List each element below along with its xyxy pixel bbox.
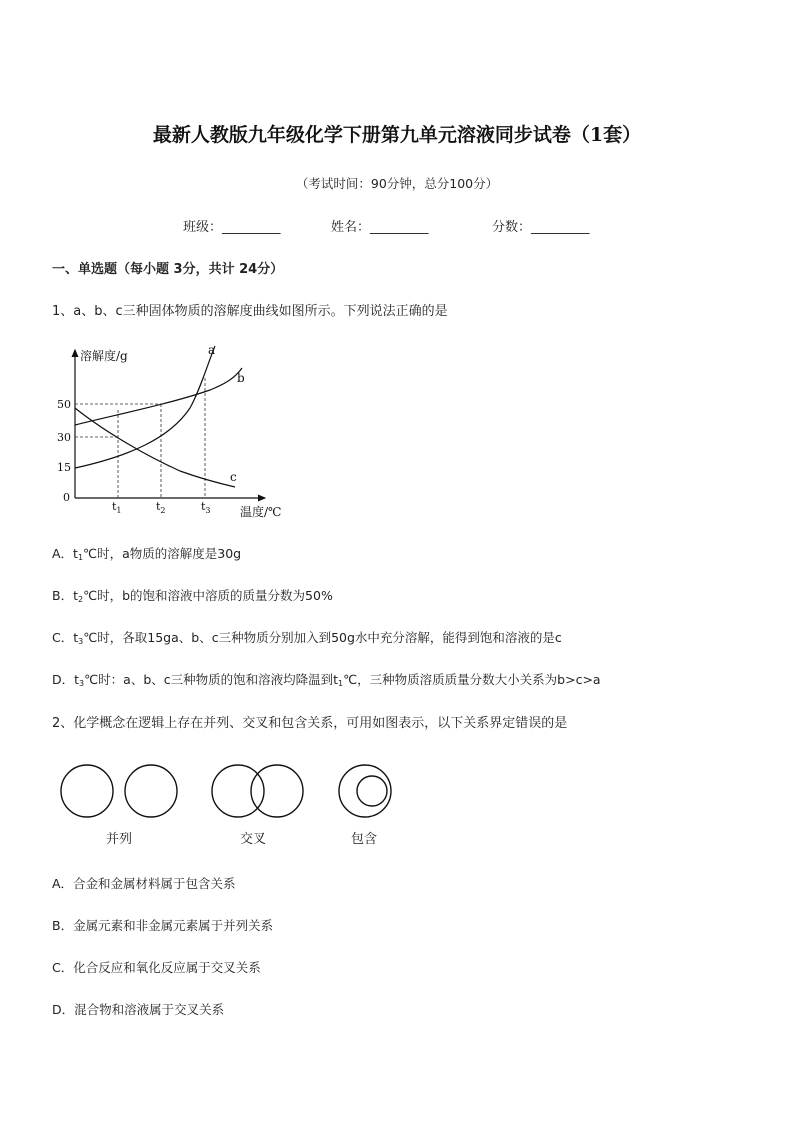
question-2-option-d[interactable]: D．混合物和溶液属于交叉关系: [52, 1002, 225, 1017]
class-blank[interactable]: _________: [222, 220, 281, 235]
y-tick-30: 30: [57, 431, 71, 444]
parallel-circle-right: [125, 765, 177, 817]
y-tick-15: 15: [57, 461, 71, 474]
contain-circle-outer: [339, 765, 391, 817]
y-tick-50: 50: [57, 398, 71, 411]
curve-a: [75, 346, 215, 468]
x-tick-t3: $t_3$: [201, 500, 211, 515]
question-1-stem: 1、a、b、c三种固体物质的溶解度曲线如图所示。下列说法正确的是: [52, 304, 448, 319]
cross-circle-right: [251, 765, 303, 817]
name-blank[interactable]: _________: [370, 220, 429, 235]
venn-diagrams: [55, 760, 400, 824]
score-label: 分数：: [492, 220, 532, 235]
question-1-option-c[interactable]: C．$t_3℃$时，各取15ga、b、c三种物质分别加入到50g水中充分溶解，能得到饱和溶液的是c: [52, 630, 562, 646]
score-field: [492, 216, 590, 235]
class-field: [183, 216, 281, 235]
exam-info: （考试时间：90分钟，总分100分）: [295, 176, 499, 191]
question-2-stem: 2、化学概念在逻辑上存在并列、交叉和包含关系，可用如图表示，以下关系界定错误的是: [52, 716, 568, 731]
curve-c: [75, 408, 235, 487]
x-tick-t2: $t_2$: [156, 500, 166, 515]
question-2-option-b[interactable]: B．金属元素和非金属元素属于并列关系: [52, 918, 274, 933]
name-label: 姓名：: [331, 220, 371, 235]
parallel-circle-left: [61, 765, 113, 817]
venn-label-cross: 交叉: [240, 832, 267, 847]
y-tick-0: 0: [63, 491, 70, 504]
name-field: [331, 216, 429, 235]
question-2-option-c[interactable]: C．化合反应和氧化反应属于交叉关系: [52, 960, 261, 975]
class-label: 班级：: [183, 220, 223, 235]
cross-circle-left: [212, 765, 264, 817]
solubility-chart: [50, 338, 300, 523]
y-axis-label: 溶解度/g: [80, 349, 128, 363]
curve-b: [75, 368, 242, 425]
page-title: 最新人教版九年级化学下册第九单元溶液同步试卷（1套）: [152, 124, 642, 146]
venn-label-contain: 包含: [351, 832, 378, 847]
question-1-option-b[interactable]: B．$t_2℃$时，b的饱和溶液中溶质的质量分数为50%: [52, 588, 333, 604]
score-blank[interactable]: _________: [531, 220, 590, 235]
section-heading: 一、单选题（每小题 3分，共计 24分）: [52, 262, 284, 277]
curve-b-label: b: [237, 371, 245, 385]
question-1-option-a[interactable]: A．$t_1℃$时，a物质的溶解度是30g: [52, 546, 242, 562]
x-axis-label: 温度/℃: [240, 505, 282, 519]
venn-label-parallel: 并列: [106, 832, 133, 847]
question-2-option-a[interactable]: A．合金和金属材料属于包含关系: [52, 876, 236, 891]
curve-c-label: c: [230, 470, 237, 484]
question-1-option-d[interactable]: D．$t_3℃$时：a、b、c三种物质的饱和溶液均降温到$t_1℃$，三种物质溶质质量分数大小关系为b>c>a: [52, 672, 601, 688]
curve-a-label: a: [208, 343, 216, 357]
x-tick-t1: $t_1$: [112, 500, 122, 515]
contain-circle-inner: [357, 776, 387, 806]
